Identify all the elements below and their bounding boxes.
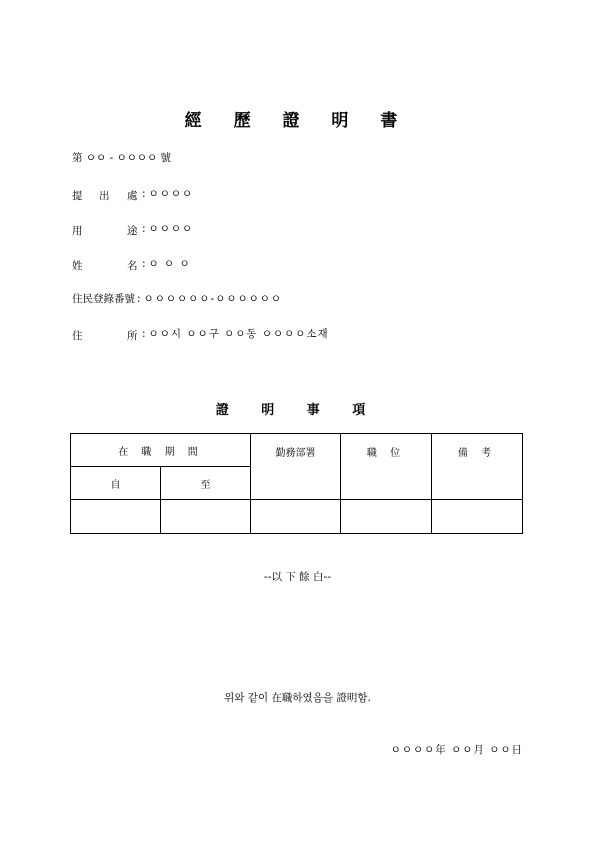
- table-row: [71, 500, 523, 534]
- field-submit-to: 提 出 處 : ㅇㅇㅇㅇ: [72, 188, 194, 202]
- document-title: 經 歷 證 明 書: [184, 111, 411, 131]
- field-label: 提 出 處: [72, 190, 138, 202]
- section-title: 證 明 事 項: [215, 403, 380, 418]
- table-header-row: [71, 434, 523, 467]
- subheader-to: 至: [161, 467, 251, 500]
- header-remarks: 備 考: [432, 434, 523, 500]
- header-department: 勤務部署: [251, 434, 341, 500]
- header-period: 在 職 期 間: [71, 434, 251, 467]
- field-label: 住 所: [72, 330, 138, 342]
- field-value: ㅇㅇㅇㅇㅇㅇ-ㅇㅇㅇㅇㅇㅇ: [143, 293, 283, 305]
- field-value: ㅇㅇㅇㅇ: [148, 223, 194, 235]
- certification-statement: 위와 같이 在職하였음을 證明함.: [224, 692, 371, 704]
- cell-remarks[interactable]: [432, 500, 523, 534]
- employment-table: [70, 433, 523, 534]
- end-note: --以 下 餘 白--: [263, 571, 332, 583]
- field-label: 用 途: [72, 225, 138, 237]
- field-value: ㅇㅇ시 ㅇㅇ구 ㅇㅇ동 ㅇㅇㅇㅇ소재: [148, 328, 329, 340]
- header-position: 職 位: [341, 434, 432, 500]
- cell-position[interactable]: [341, 500, 432, 534]
- cell-department[interactable]: [251, 500, 341, 534]
- field-value: ㅇ ㅇ ㅇ: [148, 258, 191, 270]
- issue-date: ㅇㅇㅇㅇ年 ㅇㅇ月 ㅇㅇ日: [390, 744, 523, 756]
- cell-to[interactable]: [161, 500, 251, 534]
- subheader-from: 自: [71, 467, 161, 500]
- field-label: 姓 名: [72, 260, 138, 272]
- field-name: 姓 名 : ㅇ ㅇ ㅇ: [72, 258, 191, 272]
- field-label: 住民登錄番號: [72, 293, 135, 305]
- document-number: 第 ㅇㅇ - ㅇㅇㅇㅇ 號: [72, 152, 171, 164]
- field-address: 住 所 : ㅇㅇ시 ㅇㅇ구 ㅇㅇ동 ㅇㅇㅇㅇ소재: [72, 328, 329, 342]
- cell-from[interactable]: [71, 500, 161, 534]
- field-value: ㅇㅇㅇㅇ: [148, 188, 194, 200]
- field-purpose: 用 途 : ㅇㅇㅇㅇ: [72, 223, 194, 237]
- field-resident-number: 住民登錄番號 : ㅇㅇㅇㅇㅇㅇ-ㅇㅇㅇㅇㅇㅇ: [72, 293, 283, 305]
